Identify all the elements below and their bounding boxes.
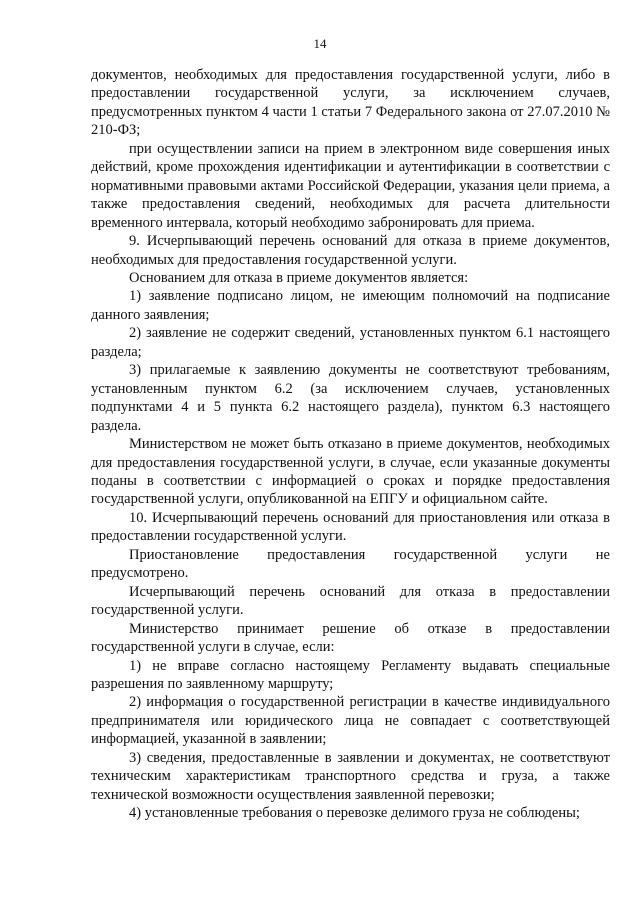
- document-body: [91, 66, 610, 823]
- paragraph: 4) установленные требования о перевозке делимого груза не соблюдены;: [129, 805, 580, 822]
- paragraph: 9. Исчерпывающий перечень оснований для отказа в приеме документов, необходимых для предоставления государственной услуги.: [91, 233, 610, 268]
- paragraph: 2) информация о государственной регистрации в качестве индивидуального предпринимателя или юридического лица не совпадает с соответствующей информацией, указанной в заявлении;: [91, 694, 610, 748]
- paragraph: при осуществлении записи на прием в электронном виде совершения иных действий, кроме прохождения идентификации и аутентификации в соответствии с нормативными правовыми актами Российской Федерации, указания цели приема, а также предоставления сведений, необходимых для расчета длительности временного интервала, который необходимо забронировать для приема.: [91, 140, 610, 231]
- paragraph: 3) сведения, предоставленные в заявлении и документах, не соответствуют техническим характеристикам транспортного средства и груза, а также технической возможности осуществления заявленной перевозки;: [91, 749, 610, 803]
- paragraph: Основанием для отказа в приеме документов является:: [129, 269, 469, 286]
- paragraph: Приостановление предоставления государственной услуги не предусмотрено.: [91, 546, 610, 582]
- paragraph: 3) прилагаемые к заявлению документы не соответствуют требованиям, установленным пунктом 6.2 (за исключением случаев, установленных подпунктами 4 и 5 пункта 6.2 настоящего раздела), пунктом 6.3 настоящего раздела.: [91, 362, 610, 434]
- paragraph: 1) заявление подписано лицом, не имеющим полномочий на подписание данного заявления;: [91, 288, 610, 323]
- paragraph: 1) не вправе согласно настоящему Регламенту выдавать специальные разрешения по заявленному маршруту;: [91, 657, 610, 692]
- paragraph: 10. Исчерпывающий перечень оснований для приостановления или отказа в предоставлении государственной услуги.: [91, 509, 610, 545]
- paragraph: 2) заявление не содержит сведений, установленных пунктом 6.1 настоящего раздела;: [91, 325, 610, 360]
- paragraph: Исчерпывающий перечень оснований для отказа в предоставлении государственной услуги.: [91, 583, 610, 619]
- paragraph: документов, необходимых для предоставления государственной услуги, либо в предоставлении государственной услуги, за исключением случаев, предусмотренных пунктом 4 части 1 статьи 7 Федерального закона от 27.07.2010 № 210-ФЗ;: [91, 67, 610, 139]
- paragraph: Министерством не может быть отказано в приеме документов, необходимых для предоставления государственной услуги, в случае, если указанные документы поданы в соответствии с информацией о сроках и порядке предоставления государственной услуги, опубликованной на ЕПГУ и официальном сайте.: [91, 436, 610, 508]
- paragraph: Министерство принимает решение об отказе в предоставлении государственной услуги в случае, если:: [91, 620, 610, 656]
- page-number: 14: [313, 36, 327, 51]
